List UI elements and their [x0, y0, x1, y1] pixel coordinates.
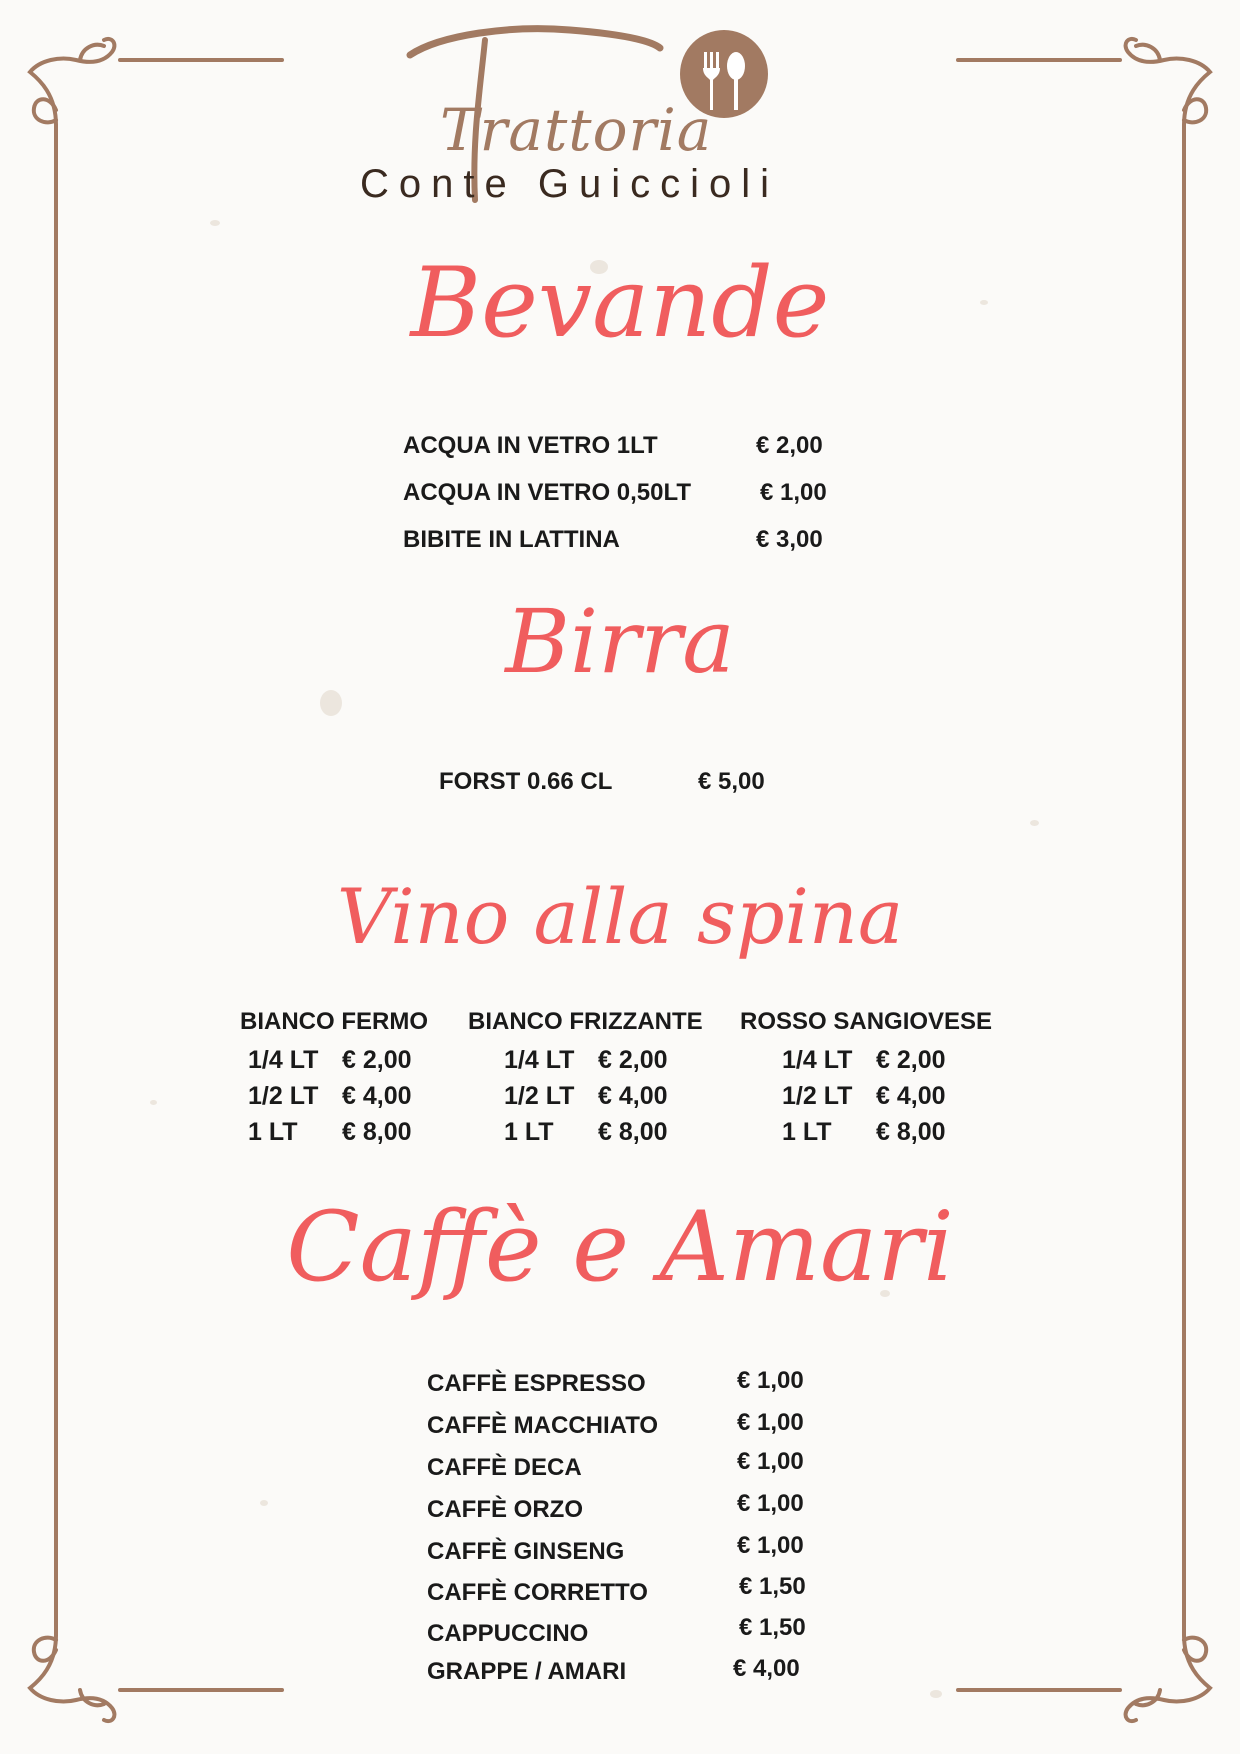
wine-qty: 1/4 LT [248, 1046, 319, 1074]
wine-price: € 8,00 [342, 1118, 412, 1146]
list-item [403, 479, 843, 509]
wine-column-rosso-sangiovese [740, 1008, 1010, 1158]
wine-price: € 4,00 [598, 1082, 668, 1110]
wine-price: € 4,00 [876, 1082, 946, 1110]
section-title-vino: Vino alla spina [336, 872, 904, 961]
wine-heading: ROSSO SANGIOVESE [740, 1008, 993, 1035]
item-name: CAFFÈ DECA [427, 1454, 582, 1481]
wine-qty: 1/2 LT [248, 1082, 319, 1110]
item-name: ACQUA IN VETRO 0,50LT [403, 479, 692, 506]
list-item [427, 1448, 827, 1484]
item-price: € 1,00 [737, 1409, 804, 1436]
item-price: € 1,50 [739, 1573, 806, 1600]
item-name: CAFFÈ ORZO [427, 1496, 583, 1523]
wine-column-bianco-fermo [240, 1008, 460, 1158]
list-item [427, 1573, 827, 1609]
list-item [427, 1655, 827, 1688]
item-name: FORST 0.66 CL [439, 768, 613, 795]
item-price: € 1,00 [737, 1490, 804, 1517]
section-title-birra: Birra [505, 590, 735, 693]
item-name: CAPPUCCINO [427, 1620, 589, 1647]
wine-qty: 1/2 LT [504, 1082, 575, 1110]
wine-qty: 1/2 LT [782, 1082, 853, 1110]
wine-heading: BIANCO FRIZZANTE [468, 1008, 703, 1035]
item-price: € 4,00 [733, 1655, 800, 1682]
item-price: € 1,50 [739, 1614, 806, 1641]
item-name: GRAPPE / AMARI [427, 1658, 627, 1685]
wine-price: € 4,00 [342, 1082, 412, 1110]
wine-qty: 1 LT [782, 1118, 832, 1146]
item-name: CAFFÈ CORRETTO [427, 1579, 648, 1606]
wine-price: € 2,00 [342, 1046, 412, 1074]
section-title-caffe: Caffè e Amari [286, 1191, 954, 1303]
item-name: CAFFÈ GINSENG [427, 1538, 625, 1565]
item-price: € 3,00 [756, 526, 823, 553]
list-item [403, 432, 843, 462]
list-item [427, 1490, 827, 1526]
item-price: € 5,00 [698, 768, 765, 795]
item-name: CAFFÈ ESPRESSO [427, 1370, 646, 1397]
list-item [427, 1532, 827, 1568]
item-price: € 1,00 [737, 1367, 804, 1394]
wine-price: € 2,00 [598, 1046, 668, 1074]
wine-price: € 2,00 [876, 1046, 946, 1074]
brand-name: Trattoria [440, 96, 713, 164]
item-price: € 1,00 [737, 1448, 804, 1475]
wine-column-bianco-frizzante [468, 1008, 718, 1158]
wine-qty: 1/4 LT [504, 1046, 575, 1074]
list-item [439, 768, 799, 798]
wine-qty: 1 LT [504, 1118, 554, 1146]
list-item [403, 526, 843, 556]
list-item [427, 1367, 827, 1400]
wine-qty: 1 LT [248, 1118, 298, 1146]
list-item [427, 1614, 827, 1650]
item-name: ACQUA IN VETRO 1LT [403, 432, 658, 459]
wine-qty: 1/4 LT [782, 1046, 853, 1074]
wine-heading: BIANCO FERMO [240, 1008, 428, 1035]
wine-price: € 8,00 [876, 1118, 946, 1146]
item-price: € 1,00 [737, 1532, 804, 1559]
section-title-bevande: Bevande [410, 247, 830, 359]
item-price: € 2,00 [756, 432, 823, 459]
item-name: CAFFÈ MACCHIATO [427, 1412, 659, 1439]
wine-price: € 8,00 [598, 1118, 668, 1146]
item-price: € 1,00 [760, 479, 827, 506]
brand-subtitle: Conte Guiccioli [360, 162, 780, 206]
list-item [427, 1409, 827, 1442]
item-name: BIBITE IN LATTINA [403, 526, 620, 553]
